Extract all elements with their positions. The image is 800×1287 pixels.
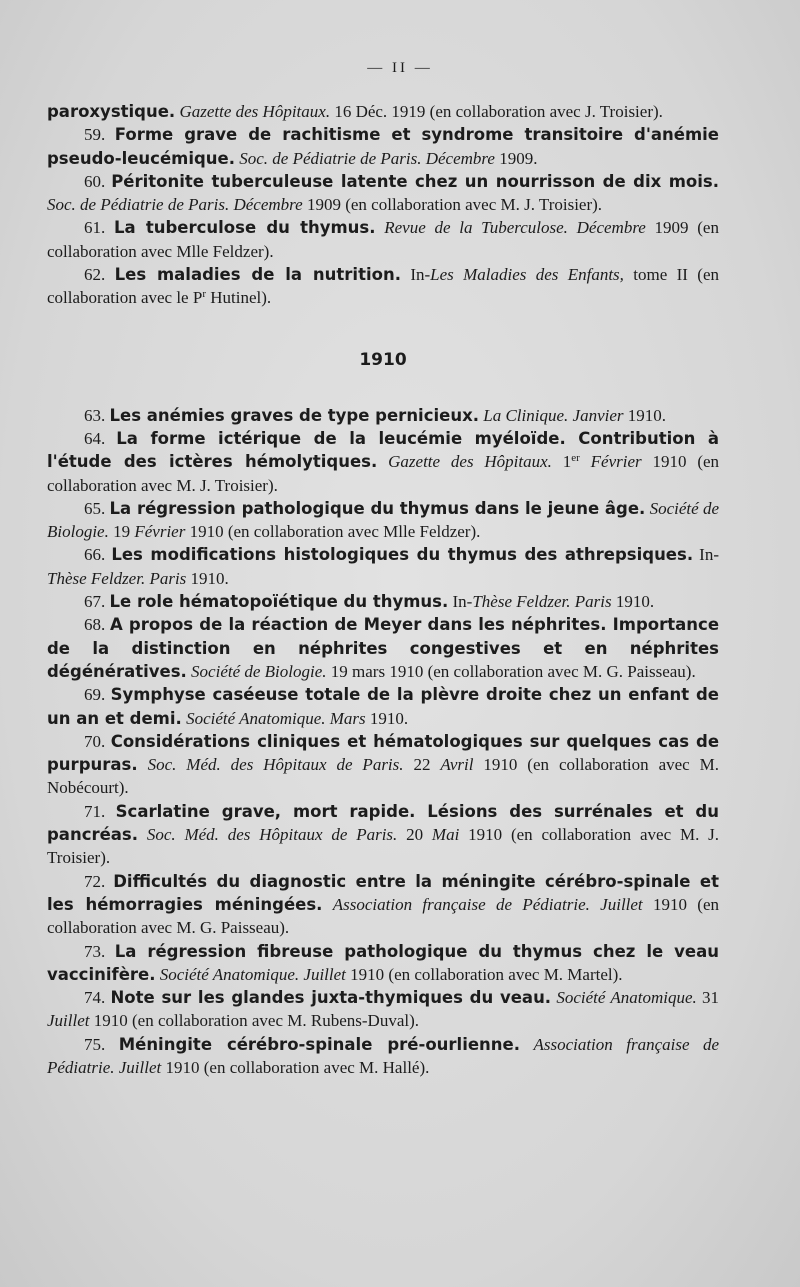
- entry-title: Considérations cliniques et hématologiques sur quelques cas de purpuras.: [47, 731, 720, 775]
- entry-superscript: er: [571, 452, 580, 465]
- entry-title: La forme ictérique de la leucémie myéloïde. Contribution à l'étude des ictères hémolytiques.: [47, 428, 719, 472]
- bibliography-entry: [47, 123, 719, 170]
- entry-venue: Soc. de Pédiatrie de Paris. Décembre: [239, 148, 495, 168]
- bibliography-entry: [47, 1033, 719, 1080]
- entry-title: Forme grave de rachitisme et syndrome transitoire d'anémie pseudo-leucémique.: [47, 125, 719, 168]
- entry-after: 1910 (en collaboration avec M. J. Troisier).: [47, 825, 719, 868]
- entry-number: 73.: [84, 941, 106, 961]
- entries-1910: [47, 404, 719, 1080]
- entry-venue: Soc. de Pédiatrie de Paris. Décembre: [47, 195, 303, 215]
- entry-title: Symphyse caséeuse totale de la plèvre droite chez un enfant de un an et demi.: [47, 685, 719, 728]
- entry-venue: Association française de Pédiatrie. Juillet: [332, 894, 643, 914]
- bibliography-entry: [47, 263, 719, 310]
- entry-after: 1910 (en collaboration avec Mlle Feldzer).: [185, 522, 481, 542]
- entry-venue: Les Maladies des Enfants,: [430, 265, 624, 285]
- bibliography-entry: [47, 404, 719, 427]
- bibliography-entry: [47, 986, 719, 1033]
- entry-rest: 19 mars 1910 (en collaboration avec M. G. Paisseau).: [326, 661, 696, 681]
- entry-title: Le role hématopoïétique du thymus.: [109, 592, 449, 612]
- entry-venue: Revue de la Tuberculose. Décembre: [384, 218, 646, 238]
- entry-venue-date: Avril: [440, 755, 474, 775]
- bibliography-entry: [47, 940, 719, 987]
- entry-number: 62.: [84, 265, 106, 285]
- entry-number: 74.: [84, 988, 106, 1008]
- entry-title: Les modifications histologiques du thymus des athrepsiques.: [111, 545, 694, 565]
- entry-superscript: r: [202, 288, 206, 301]
- entry-title: La tuberculose du thymus.: [113, 218, 376, 238]
- entry-venue: Société Anatomique. Juillet: [159, 964, 346, 984]
- bibliography-entry: [47, 800, 719, 870]
- entry-rest: 1: [551, 452, 572, 472]
- page-number: — II —: [367, 60, 433, 76]
- entry-title: Note sur les glandes juxta-thymiques du veau.: [110, 988, 552, 1008]
- bibliography-entry: [47, 216, 719, 263]
- entry-number: 63.: [84, 405, 106, 425]
- entry-title: La régression pathologique du thymus dans le jeune âge.: [109, 498, 646, 518]
- entry-rest: 1910.: [365, 708, 409, 728]
- entry-rest: 1910 (en collaboration avec M. Hallé).: [161, 1057, 430, 1077]
- entry-venue: Soc. Méd. des Hôpitaux de Paris.: [146, 825, 398, 845]
- entry-venue-date: Février: [590, 452, 642, 472]
- entry-number: 61.: [84, 218, 106, 238]
- entry-rest: 1910 (en collaboration avec M. Martel).: [345, 964, 623, 984]
- entry-rest: 22: [403, 755, 441, 775]
- entry-venue: Gazette des Hôpitaux.: [179, 102, 331, 121]
- entry-number: 65.: [84, 498, 106, 518]
- entry-number: 72.: [84, 871, 106, 891]
- entry-venue: Association française de Pédiatrie. Juillet: [47, 1034, 719, 1077]
- entry-rest: 1909 (en collaboration avec M. J. Troisier).: [302, 195, 603, 215]
- bibliography-entry: [47, 427, 719, 497]
- entry-prefix: In-: [693, 545, 719, 565]
- entry-number: 75.: [84, 1034, 106, 1054]
- entry-rest: 1910.: [611, 592, 655, 612]
- entry-rest: 1909.: [494, 148, 538, 168]
- entry-title: Péritonite tuberculeuse latente chez un nourrisson de dix mois.: [111, 171, 719, 191]
- entry-venue: La Clinique. Janvier: [483, 405, 624, 425]
- entry-after: 1910 (en collaboration avec M. Rubens-Duval).: [89, 1011, 420, 1031]
- entry-number: 67.: [84, 592, 106, 612]
- entry-number: 71.: [84, 801, 106, 821]
- entry-venue: Thèse Feldzer. Paris: [47, 568, 187, 588]
- entry-venue-date: Février: [134, 522, 186, 542]
- bibliography-column: [47, 100, 719, 1079]
- bibliography-entry: [47, 590, 719, 613]
- entry-number: 69.: [84, 685, 106, 705]
- entry-venue: Société de Biologie.: [47, 498, 719, 542]
- entry-venue: Thèse Feldzer. Paris: [472, 592, 612, 612]
- bibliography-entry: [47, 613, 719, 683]
- entry-venue: Société Anatomique. Mars: [186, 708, 366, 728]
- entry-number: 60.: [84, 171, 106, 191]
- entries-1909: [47, 123, 719, 309]
- entry-venue: Gazette des Hôpitaux.: [388, 452, 552, 472]
- entry-title: Scarlatine grave, mort rapide. Lésions des surrénales et du pancréas.: [47, 801, 719, 845]
- entry-rest: 31: [696, 988, 720, 1008]
- entry-rest: tome II (en collaboration avec le P: [47, 265, 720, 308]
- entry-number: 66.: [84, 545, 106, 565]
- bibliography-entry: [47, 683, 719, 730]
- entry-venue-date: Mai: [431, 825, 460, 845]
- entry-venue: Soc. Méd. des Hôpitaux de Paris.: [147, 755, 404, 775]
- entry-venue: Société Anatomique.: [556, 988, 697, 1008]
- entry-title: Les maladies de la nutrition.: [114, 265, 401, 285]
- entry-rest: 1909 (en collaboration avec Mlle Feldzer).: [47, 218, 719, 261]
- entry-venue: Société de Biologie.: [191, 661, 327, 681]
- entry-number: 70.: [84, 731, 106, 751]
- entry-number: 68.: [84, 615, 106, 635]
- entry-title: Les anémies graves de type pernicieux.: [109, 405, 480, 425]
- entry-rest: 16 Déc. 1919 (en collaboration avec J. Troisier).: [330, 102, 663, 121]
- continuation-entry: [47, 100, 719, 123]
- entry-rest: 19: [108, 522, 135, 542]
- entry-rest: 1910.: [186, 568, 229, 588]
- entry-title: Difficultés du diagnostic entre la méningite cérébro-spinale et les hémorragies méningées.: [47, 871, 719, 914]
- entry-title: paroxystique.: [47, 102, 176, 121]
- year-heading: 1910: [359, 349, 407, 370]
- entry-title: A propos de la réaction de Meyer dans les néphrites. Importance de la distinction en néphrites congestives et en néphrites dégénératives.: [47, 615, 720, 681]
- entry-rest: 1910.: [623, 405, 666, 425]
- bibliography-entry: [47, 497, 719, 544]
- entry-after: 1910 (en collaboration avec M. Nobécourt).: [47, 755, 719, 798]
- bibliography-entry: [47, 543, 719, 590]
- entry-prefix: In-: [400, 265, 431, 285]
- entry-number: 59.: [84, 125, 106, 145]
- entry-title: La régression fibreuse pathologique du thymus chez le veau vaccinifère.: [47, 941, 719, 984]
- bibliography-entry: [47, 870, 719, 940]
- bibliography-entry: [47, 730, 719, 800]
- entry-after: Hutinel).: [205, 288, 272, 308]
- entry-rest: 1910 (en collaboration avec M. G. Paisseau).: [47, 894, 719, 938]
- entry-title: Méningite cérébro-spinale pré-ourlienne.: [118, 1034, 520, 1054]
- entry-number: 64.: [84, 428, 106, 448]
- entry-after: 1910 (en collaboration avec M. J. Troisier).: [47, 452, 720, 495]
- entry-venue-date: Juillet: [47, 1011, 90, 1031]
- entry-rest: 20: [397, 825, 432, 845]
- entry-prefix: In-: [448, 592, 473, 612]
- bibliography-entry: [47, 170, 719, 217]
